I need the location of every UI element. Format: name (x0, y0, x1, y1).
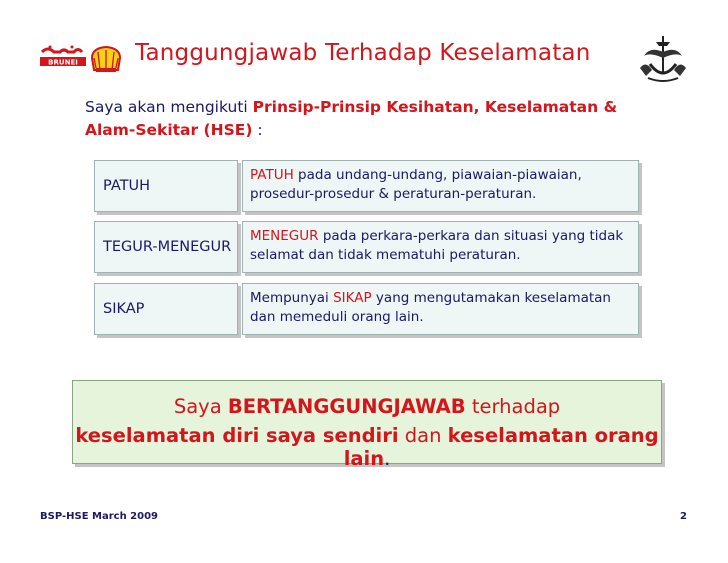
brunei-logo-text: BRUNEI (48, 58, 78, 67)
principle-desc-box-patuh (242, 160, 639, 212)
commitment-text: dan (398, 424, 448, 447)
intro-prefix: Saya akan mengikuti (85, 98, 253, 116)
intro-highlight: Prinsip-Prinsip Kesihatan, Keselamatan & Alam-Sekitar (HSE) (85, 98, 618, 139)
principle-description (250, 166, 635, 204)
principle-description (250, 289, 635, 327)
principle-desc-box-sikap (242, 283, 639, 335)
principle-description-text: pada perkara-perkara dan situasi yang tidak selamat dan tidak mematuhi peraturan. (250, 228, 624, 263)
brunei-shell-logo (38, 44, 130, 74)
principle-label: SIKAP (103, 301, 145, 317)
principle-keyword: MENEGUR (250, 228, 319, 244)
slide-title: Tanggungjawab Terhadap Keselamatan (135, 40, 591, 66)
principle-description (250, 227, 635, 265)
intro-text (85, 96, 665, 142)
principle-label: TEGUR-MENEGUR (103, 239, 232, 255)
principle-label-box-sikap (94, 283, 238, 335)
principle-keyword: SIKAP (333, 290, 372, 306)
intro-suffix: : (252, 121, 263, 139)
commitment-line-1 (73, 395, 661, 418)
commitment-bold: keselamatan orang lain (343, 424, 659, 470)
commitment-text: Saya (173, 395, 228, 418)
commitment-bold: keselamatan diri saya sendiri (75, 424, 399, 447)
commitment-text: terhadap (465, 395, 561, 418)
principle-label-box-patuh (94, 160, 238, 212)
footer-source: BSP-HSE March 2009 (40, 511, 159, 522)
commitment-bold: BERTANGGUNGJAWAB (227, 395, 466, 418)
commitment-line-2 (73, 424, 661, 470)
principle-keyword: PATUH (250, 167, 294, 183)
principle-description-text: yang mengutamakan keselamatan dan memeduli orang lain. (250, 290, 611, 325)
principle-prefix: Mempunyai (250, 290, 334, 306)
commitment-box (72, 380, 662, 470)
principle-description-text: pada undang-undang, piawaian-piawaian, prosedur-prosedur & peraturan-peraturan. (250, 167, 582, 202)
page-number: 2 (680, 511, 687, 522)
commitment-period: . (384, 447, 391, 470)
principle-desc-box-tegur (242, 221, 639, 273)
principle-label: PATUH (103, 178, 150, 194)
brunei-crest-icon (636, 34, 690, 84)
principle-label-box-tegur (94, 221, 238, 273)
